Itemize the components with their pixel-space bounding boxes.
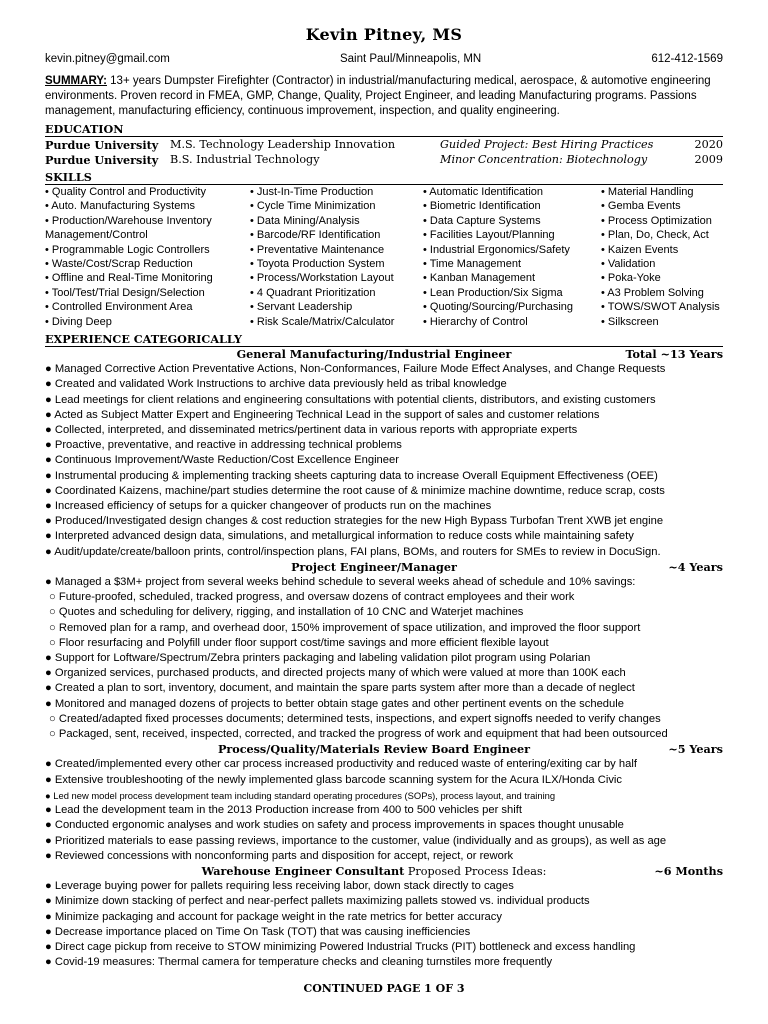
candidate-name: Kevin Pitney, MS [305, 25, 463, 44]
experience-section [45, 347, 723, 970]
experience-bullet: ○ Removed plan for a ramp, and overhead door, 150% improvement of space utilization, and improved the floor support [49, 621, 641, 634]
experience-bullet: ● Monitored and managed dozens of projects to better obtain stage gates and other pertinent events on the schedule [45, 697, 624, 710]
experience-bullet: ● Continuous Improvement/Waste Reduction/Cost Excellence Engineer [45, 454, 399, 467]
experience-bullet: ● Produced/Investigated design changes & cost reduction strategies for the new High Bypass Turbofan Trent XWB jet engine [45, 515, 664, 528]
skill-item: • Plan, Do, Check, Act [601, 229, 709, 242]
role-duration: ~5 Years [668, 742, 723, 757]
experience-bullet: ● Minimize down stacking of perfect and near-perfect pallets maximizing pallets stowed vs. individual products [45, 895, 590, 908]
skill-item: • A3 Problem Solving [601, 286, 704, 299]
experience-heading: EXPERIENCE CATEGORICALLY [45, 332, 723, 347]
skill-item: • Barcode/RF Identification [250, 229, 381, 242]
experience-bullet: ○ Floor resurfacing and Polyfill under floor support cost/time savings and more efficient flexible layout [49, 636, 549, 649]
experience-bullet: ● Organized services, purchased products, and directed projects many of which were valued at more than 100K each [45, 667, 626, 680]
skill-item: • Risk Scale/Matrix/Calculator [250, 315, 395, 328]
skill-item: • Waste/Cost/Scrap Reduction [45, 258, 193, 271]
skill-item: • Material Handling [601, 186, 694, 198]
experience-bullet: ○ Future-proofed, scheduled, tracked progress, and oversaw dozens of contract employees and their work [49, 591, 575, 604]
degree: B.S. Industrial Technology [170, 153, 320, 166]
email-address[interactable]: kevin.pitney@gmail.com [45, 53, 170, 65]
experience-bullet: ● Created/implemented every other car process increased productivity and reduced waste of entering/exiting car by half [45, 758, 637, 771]
skill-item: Management/Control [45, 229, 148, 242]
summary-section [45, 74, 723, 118]
skill-item: • Process/Workstation Layout [250, 272, 394, 285]
role-title: Process/Quality/Materials Review Board Engineer [217, 742, 531, 757]
skill-item: • Servant Leadership [250, 301, 353, 314]
experience-bullet: ● Lead meetings for client relations and engineering consultations with potential clients, distributors, and existing customers [45, 393, 656, 406]
skill-item: • Preventative Maintenance [250, 243, 385, 256]
graduation-year: 2020 [694, 138, 723, 151]
experience-bullet: ● Interpreted advanced design data, simulations, and metallurgical information to reduce costs while maintaining safety [45, 530, 634, 543]
skill-item: • Quality Control and Productivity [45, 186, 206, 198]
experience-bullet: ● Direct cage pickup from receive to STOW minimizing Powered Industrial Trucks (PIT) bottleneck and excess handling [45, 940, 636, 953]
role-title-line [45, 347, 623, 362]
education-heading: EDUCATION [45, 122, 723, 137]
summary-text: 13+ years Dumpster Firefighter (Contractor) in industrial/manufacturing medical, aerospace, & automotive engineering environments. Proven record in FMEA, GMP, Change, Quality, Project Engineer, and leading Manufacturing programs. Passions management, manufacturing efficiency, continuous improvement, inspection, and quality engineering. [45, 75, 711, 117]
skill-item: • Biometric Identification [423, 200, 541, 213]
skill-item: • Auto. Manufacturing Systems [45, 200, 195, 213]
skill-item: • Kanban Management [423, 272, 536, 285]
role-duration: ~4 Years [668, 559, 723, 574]
role-header [45, 560, 723, 575]
experience-bullet: ● Conducted ergonomic analyses and work studies on safety and process improvements in spaces thought unusable [45, 819, 624, 832]
experience-bullet: ○ Created/adapted fixed processes documents; determined tests, inspections, and expert signoffs needed to verify changes [49, 712, 661, 725]
degree: M.S. Technology Leadership Innovation [170, 138, 396, 151]
experience-bullet: ● Managed a $3M+ project from several weeks behind schedule to several weeks ahead of schedule and 10% savings: [45, 576, 636, 589]
role-title-line [45, 864, 623, 879]
skill-item: • Time Management [423, 258, 522, 271]
skills-column [250, 185, 423, 329]
school-name: Purdue University [45, 138, 159, 152]
skill-item: • TOWS/SWOT Analysis [601, 301, 720, 314]
experience-bullet: ● Led new model process development team including standard operating procedures (SOPs), process layout, and training [45, 789, 556, 801]
skill-item: • Facilities Layout/Planning [423, 229, 555, 242]
experience-bullet: ● Decrease importance placed on Time On Task (TOT) that was causing inefficiencies [45, 925, 471, 938]
experience-bullet: ● Minimize packaging and account for package weight in the rate metrics for better accuracy [45, 910, 502, 923]
role-title-line [45, 742, 623, 757]
contact-line [45, 52, 723, 66]
experience-bullet: ● Support for Loftware/Spectrum/Zebra printers packaging and labeling validation pilot program using Polarian [45, 652, 591, 665]
skill-item: • Validation [601, 258, 656, 271]
skill-item: • Tool/Test/Trial Design/Selection [45, 286, 205, 299]
skill-item: • Cycle Time Minimization [250, 200, 376, 213]
skill-item: • 4 Quadrant Prioritization [250, 286, 376, 299]
role-header [45, 742, 723, 757]
skill-item: • Process Optimization [601, 214, 712, 227]
skill-item: • Production/Warehouse Inventory [45, 214, 212, 227]
experience-bullet: ● Coordinated Kaizens, machine/part studies determine the root cause of & minimize machine downtime, reduce scrap, costs [45, 484, 665, 497]
skills-heading: SKILLS [45, 170, 723, 185]
role-title-note: Proposed Process Ideas: [404, 864, 547, 878]
role-header [45, 864, 723, 879]
experience-bullet: ● Created a plan to sort, inventory, document, and maintain the spare parts system after more than a decade of neglect [45, 682, 635, 695]
education-row [45, 153, 723, 167]
skill-item: • Kaizen Events [601, 243, 679, 256]
skill-item: • Offline and Real-Time Monitoring [45, 272, 213, 285]
experience-bullet: ● Reviewed concessions with nonconforming parts and disposition for accept, reject, or rework [45, 849, 514, 862]
experience-bullet: ● Covid-19 measures: Thermal camera for temperature checks and cleaning turnstiles more frequently [45, 956, 553, 969]
skills-grid [45, 185, 723, 329]
skill-item: • Diving Deep [45, 315, 112, 328]
degree-note: Guided Project: Best Hiring Practices [440, 138, 654, 151]
experience-bullet: ○ Packaged, sent, received, inspected, corrected, and tracked the progress of work and equipment that had been outsourced [49, 728, 668, 741]
location: Saint Paul/Minneapolis, MN [339, 53, 482, 65]
skill-item: • Hierarchy of Control [423, 315, 528, 328]
skill-item: • Toyota Production System [250, 258, 385, 271]
experience-bullet: ● Managed Corrective Action Preventative Actions, Non-Conformances, Failure Mode Effect Analyses, and Change Requests [45, 363, 666, 376]
skill-item: • Silkscreen [601, 315, 659, 328]
skills-column [601, 185, 723, 329]
role-title: Project Engineer/Manager [291, 559, 457, 574]
experience-bullet: ● Leverage buying power for pallets requiring less receiving labor, down stack directly to cages [45, 880, 514, 893]
experience-bullet: ● Instrumental producing & implementing tracking sheets capturing data to increase Overall Equipment Effectiveness (OEE) [45, 469, 658, 482]
experience-bullet: ● Created and validated Work Instructions to archive data previously held as tribal knowledge [45, 378, 507, 391]
experience-bullet: ● Lead the development team in the 2013 Production increase from 400 to 500 vehicles per shift [45, 804, 522, 817]
role-title: Warehouse Engineer Consultant [201, 863, 405, 878]
role-title-line [45, 560, 623, 575]
skill-item: • Controlled Environment Area [45, 301, 193, 314]
experience-bullet: ● Extensive troubleshooting of the newly implemented glass barcode scanning system for the Acura ILX/Honda Civic [45, 773, 623, 786]
skill-item: • Lean Production/Six Sigma [423, 286, 563, 299]
skill-item: • Just-In-Time Production [250, 186, 374, 198]
skills-column [45, 185, 250, 329]
page-footer: CONTINUED PAGE 1 OF 3 [303, 982, 465, 995]
graduation-year: 2009 [694, 153, 723, 166]
skill-item: • Programmable Logic Controllers [45, 243, 210, 256]
role-title: General Manufacturing/Industrial Engineer [236, 347, 512, 361]
experience-bullet: ○ Quotes and scheduling for delivery, rigging, and installation of 10 CNC and Waterjet machines [49, 606, 524, 619]
skill-item: • Gemba Events [601, 200, 681, 213]
skills-column [423, 185, 601, 329]
experience-bullet: ● Acted as Subject Matter Expert and Engineering Technical Lead in the support of sales and customer relations [45, 408, 600, 421]
experience-bullet: ● Collected, interpreted, and disseminated metrics/pertinent data in various reports with appropriate experts [45, 424, 578, 437]
skill-item: • Poka-Yoke [601, 272, 661, 285]
skill-item: • Data Capture Systems [423, 214, 541, 227]
summary-label: SUMMARY: [45, 75, 107, 87]
skill-item: • Automatic Identification [423, 186, 544, 198]
experience-bullet: ● Prioritized materials to ease passing reviews, importance to the customer, value (individually and as groups), as well as age [45, 834, 667, 847]
experience-bullet: ● Increased efficiency of setups for a quicker changeover of products run on the machines [45, 500, 492, 513]
school-name: Purdue University [45, 153, 159, 167]
skill-item: • Industrial Ergonomics/Safety [423, 243, 570, 256]
phone-number: 612-412-1569 [651, 53, 723, 65]
role-duration: Total ~13 Years [625, 347, 723, 361]
role-header [45, 347, 723, 362]
experience-bullet: ● Audit/update/create/balloon prints, control/inspection plans, FAI plans, BOMs, and routers for SMEs to review in DocuSign. [45, 545, 661, 558]
education-row [45, 138, 723, 152]
skill-item: • Data Mining/Analysis [250, 214, 360, 227]
skill-item: • Quoting/Sourcing/Purchasing [423, 301, 573, 314]
degree-note: Minor Concentration: Biotechnology [440, 153, 648, 166]
experience-bullet: ● Proactive, preventative, and reactive in addressing technical problems [45, 439, 402, 452]
role-duration: ~6 Months [654, 863, 723, 878]
